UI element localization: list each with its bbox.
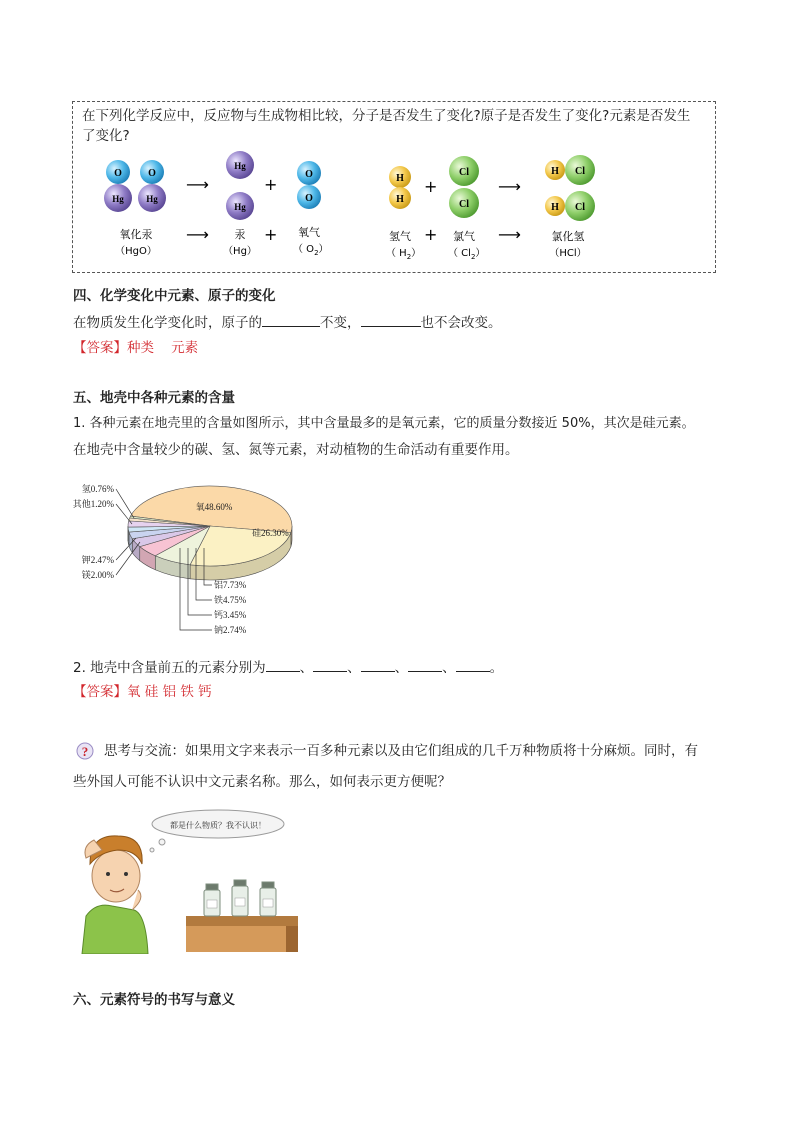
label-hg: 汞 [234, 228, 246, 241]
o2-molecule [297, 161, 321, 209]
label-hcl-formula: （HCl） [549, 248, 587, 259]
section5-para-line2: 在地壳中含量较少的碳、氢、氮等元素，对动植物的生命活动有重要作用。 [73, 442, 519, 458]
label-o2-formula: （ $O_2$） [293, 244, 329, 257]
svg-text:Hg: Hg [234, 161, 246, 171]
reaction-question-line2: 了变化? [82, 128, 130, 144]
pie-leader-line [116, 504, 132, 524]
pie-leader-line [116, 489, 134, 518]
pie-label: 铁4.75% [214, 595, 247, 605]
pie-label: 氢0.76% [81, 484, 114, 494]
svg-text:⟶: ⟶ [498, 177, 521, 196]
hgo-molecule-left [104, 160, 132, 212]
question-mark-icon [76, 742, 94, 760]
svg-text:+: + [264, 225, 278, 244]
svg-text:O: O [305, 193, 313, 204]
svg-text:Cl: Cl [459, 199, 469, 210]
hgo-molecule-right [138, 160, 166, 212]
section4-answer [73, 338, 198, 358]
answer-tag: 【答案】 [73, 340, 127, 356]
plus: + [264, 175, 278, 194]
label-hgo-formula: （HgO） [115, 246, 157, 257]
think-line2: 些外国人可能不认识中文元素名称。那么，如何表示更方便呢？ [73, 774, 451, 790]
cl2-molecule [449, 156, 479, 218]
label-hcl: 氯化氢 [551, 230, 585, 243]
svg-text:Hg: Hg [234, 202, 246, 212]
atom-hg-label: Hg [112, 194, 124, 204]
label-o2: 氧气 [298, 226, 320, 239]
answer-blank[interactable] [313, 657, 347, 672]
answer-blank[interactable] [456, 657, 490, 672]
svg-text:Cl: Cl [459, 167, 469, 178]
atom-o-label: O [114, 168, 122, 179]
speech-bubble-text: 都是什么物质？我不认识！ [170, 821, 266, 830]
label-cl2-formula: （ $Cl_2$） [448, 248, 486, 261]
h2-molecule [389, 166, 411, 209]
svg-text:H: H [396, 194, 404, 205]
section5-q2: 2. 地壳中含量前五的元素分别为 、 、 、 、 。 [73, 657, 503, 678]
svg-text:+: + [424, 225, 438, 244]
section6-heading: 六、元素符号的书写与意义 [73, 992, 235, 1008]
pie-label: 钾2.47% [81, 555, 114, 565]
pie-label: 硅26.30% [252, 528, 289, 538]
svg-text:H: H [551, 166, 559, 177]
pie-label: 铝7.73% [214, 580, 247, 590]
think-line1: 思考与交流：如果用文字来表示一百多种元素以及由它们组成的几千万种物质将十分麻烦。同时，有 [104, 743, 698, 759]
section5-answer [73, 682, 212, 702]
pie-label: 其他1.20% [72, 499, 114, 509]
crust-elements-pie-chart [60, 472, 320, 644]
svg-text:+: + [424, 177, 438, 196]
label-h2: 氢气 [389, 230, 411, 243]
arrow: ⟶ [186, 175, 209, 194]
svg-text:⟶: ⟶ [186, 225, 209, 244]
hg-atoms [226, 151, 254, 220]
svg-text:Cl: Cl [575, 202, 585, 213]
label-hgo: 氧化汞 [119, 228, 153, 241]
atom-o-label: O [148, 168, 156, 179]
answer-tag: 【答案】 [73, 684, 127, 700]
pie-label: 钠2.74% [214, 625, 247, 635]
pie-label: 氧48.60% [195, 502, 233, 512]
reaction-diagrams [90, 150, 710, 265]
reaction-question-line1: 在下列化学反应中，反应物与生成物相比较，分子是否发生了变化?原子是否发生了变化?元素是否发生 [82, 108, 691, 124]
svg-text:H: H [551, 202, 559, 213]
section4-question: 在物质发生化学变化时，原子的 不变， 也不会改变。 [73, 312, 502, 333]
answer-blank[interactable] [361, 657, 395, 672]
svg-text:O: O [305, 169, 313, 180]
answer-blank[interactable] [266, 657, 300, 672]
svg-text:Cl: Cl [575, 166, 585, 177]
boy-with-bottles-illustration [76, 806, 298, 954]
svg-text:⟶: ⟶ [498, 225, 521, 244]
answer-blank[interactable] [408, 657, 442, 672]
svg-text:H: H [396, 173, 404, 184]
answer-text: 种类 元素 [127, 340, 199, 356]
section5-para-line1: 1. 各种元素在地壳里的含量如图所示，其中含量最多的是氧元素，它的质量分数接近 50%，其次是硅元素。 [73, 416, 695, 431]
pie-label: 钙3.45% [214, 610, 247, 620]
svg-text:?: ? [81, 744, 89, 759]
atom-hg-label: Hg [146, 194, 158, 204]
answer-blank[interactable] [361, 312, 421, 327]
label-hg-formula: （Hg） [223, 246, 257, 257]
answer-blank[interactable] [262, 312, 320, 327]
answer-text: 氧 硅 铝 铁 钙 [127, 684, 212, 700]
hcl-molecules [545, 155, 595, 221]
section5-heading: 五、地壳中各种元素的含量 [73, 390, 235, 406]
label-cl2: 氯气 [453, 230, 475, 243]
label-h2-formula: （ $H_2$） [386, 248, 422, 261]
section4-heading: 四、化学变化中元素、原子的变化 [73, 288, 276, 304]
pie-label: 镁2.00% [81, 570, 114, 580]
